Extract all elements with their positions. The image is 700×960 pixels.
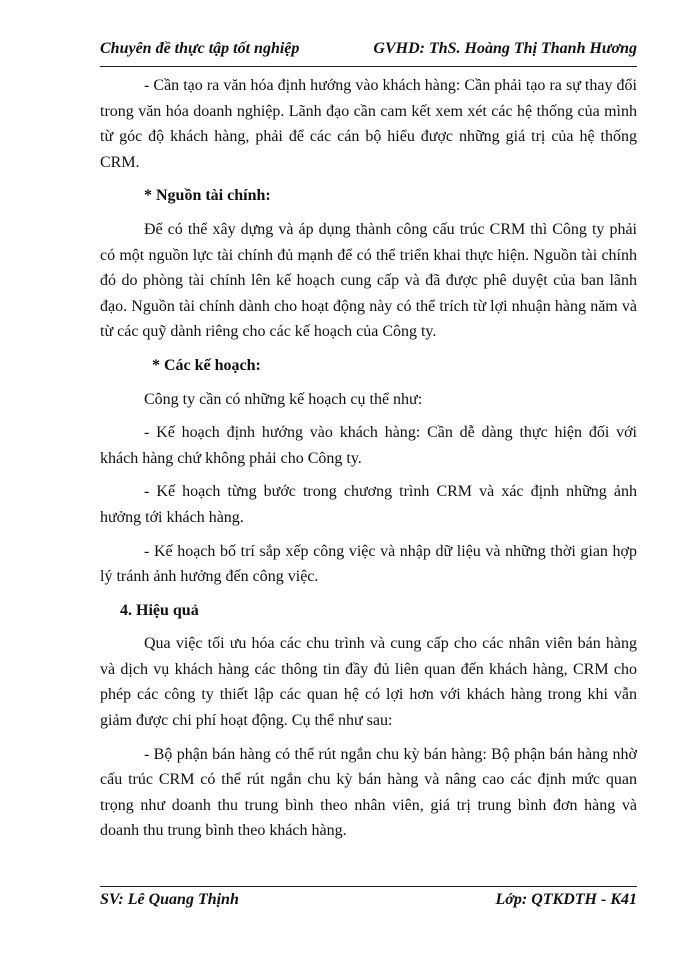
paragraph: - Kế hoạch định hướng vào khách hàng: Cần dễ dàng thực hiện đối với khách hàng chứ không phải cho Công ty.: [100, 424, 637, 467]
header-left: Chuyên đề thực tập tốt nghiệp: [100, 40, 300, 57]
page-header: [100, 40, 637, 58]
paragraph: Công ty cần có những kế hoạch cụ thể như:: [144, 390, 423, 408]
footer-rule: [100, 886, 637, 887]
footer-left: SV: Lê Quang Thịnh: [100, 891, 239, 908]
section-heading: 4. Hiệu quả: [120, 601, 199, 619]
paragraph: - Cần tạo ra văn hóa định hướng vào khách hàng: Cần phải tạo ra sự thay đổi trong văn hóa doanh nghiệp. Lãnh đạo cần cam kết xem xét các hệ thống của mình từ góc độ khách hàng, phải để các cán bộ hiểu được những giá trị của hệ thống CRM.: [100, 77, 637, 171]
paragraph: - Kế hoạch bố trí sắp xếp công việc và nhập dữ liệu và những thời gian hợp lý tránh ảnh hưởng đến công việc.: [100, 542, 637, 586]
page-footer: [100, 891, 637, 909]
header-right: GVHD: ThS. Hoàng Thị Thanh Hương: [373, 40, 637, 57]
paragraph: - Kế hoạch từng bước trong chương trình CRM và xác định những ảnh hưởng tới khách hàng.: [100, 483, 637, 526]
footer-right: Lớp: QTKDTH - K41: [495, 891, 637, 908]
paragraph: Để có thể xây dựng và áp dụng thành công cấu trúc CRM thì Công ty phải có một nguồn lực tài chính đủ mạnh để có thể triển khai thực hiện. Nguồn tài chính đó do phòng tài chính lên kế hoạch cung cấp và đã được phê duyệt của ban lãnh đạo. Nguồn tài chính dành cho hoạt động này có thể trích từ lợi nhuận hàng năm và từ các quỹ dành riêng cho các kế hoạch của Công ty.: [100, 220, 637, 341]
section-heading: * Nguồn tài chính:: [144, 187, 271, 205]
section-heading: * Các kế hoạch:: [152, 356, 261, 374]
page-body: [100, 73, 637, 852]
paragraph: - Bộ phận bán hàng có thể rút ngắn chu kỳ bán hàng: Bộ phận bán hàng nhờ cấu trúc CRM có thể rút ngắn chu kỳ bán hàng và nâng cao các định mức quan trọng như doanh thu trung bình theo nhân viên, giá trị trung bình đơn hàng và doanh thu trung bình theo khách hàng.: [100, 745, 637, 840]
paragraph: Qua việc tối ưu hóa các chu trình và cung cấp cho các nhân viên bán hàng và dịch vụ khách hàng các thông tin đầy đủ liên quan đến khách hàng, CRM cho phép các công ty thiết lập các quan hệ có lợi hơn với khách hàng trong khi vẫn giảm được chi phí hoạt động. Cụ thể như sau:: [100, 635, 637, 730]
header-rule: [100, 66, 637, 67]
